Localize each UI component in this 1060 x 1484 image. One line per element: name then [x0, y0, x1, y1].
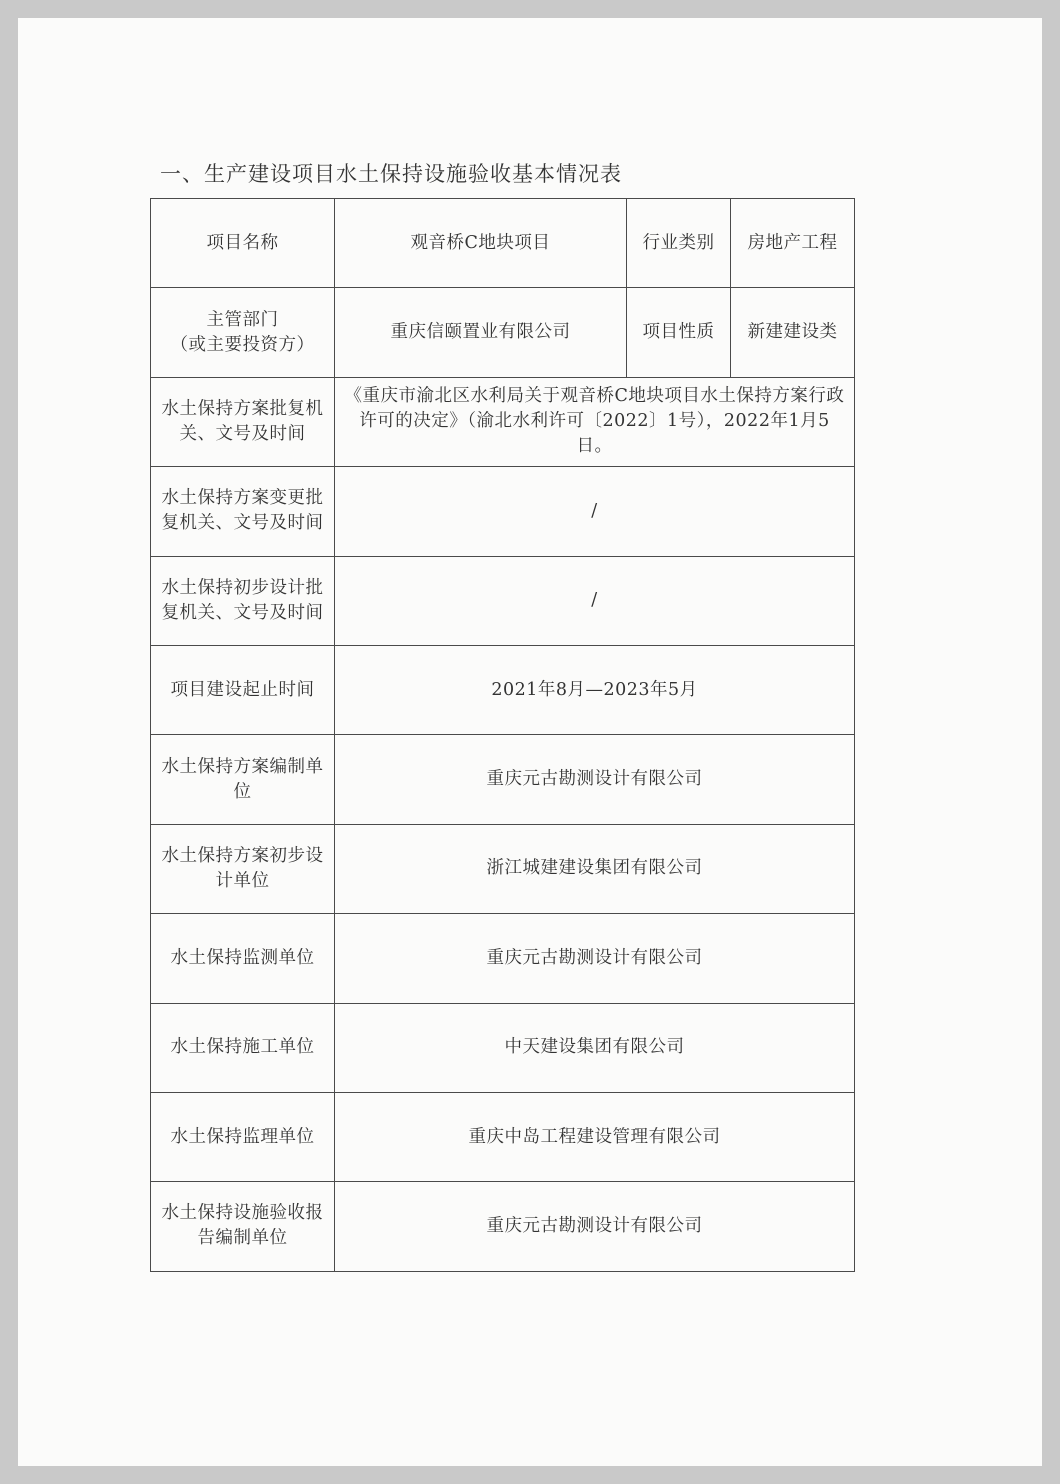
table-row [151, 914, 855, 1003]
prelim-design-label: 水土保持初步设计批复机关、文号及时间 [151, 556, 335, 645]
table-row [151, 1003, 855, 1092]
supervisor-value: 重庆中岛工程建设管理有限公司 [335, 1092, 855, 1181]
project-nature-label: 项目性质 [627, 288, 731, 377]
report-compiler-label: 水土保持设施验收报告编制单位 [151, 1182, 335, 1271]
table-row [151, 467, 855, 556]
plan-change-value: / [335, 467, 855, 556]
construction-period-value: 2021年8月—2023年5月 [335, 645, 855, 734]
builder-label: 水土保持施工单位 [151, 1003, 335, 1092]
table-row [151, 1182, 855, 1271]
supervisor-label: 水土保持监理单位 [151, 1092, 335, 1181]
table-row [151, 735, 855, 824]
section-heading: 一、生产建设项目水土保持设施验收基本情况表 [160, 162, 622, 186]
monitor-value: 重庆元古勘测设计有限公司 [335, 914, 855, 1003]
department-label [151, 288, 335, 377]
table-row [151, 288, 855, 377]
department-label-line2: （或主要投资方） [170, 334, 315, 355]
industry-label: 行业类别 [627, 199, 731, 288]
plan-approval-label: 水土保持方案批复机关、文号及时间 [151, 377, 335, 466]
department-value: 重庆信颐置业有限公司 [335, 288, 627, 377]
report-compiler-value: 重庆元古勘测设计有限公司 [335, 1182, 855, 1271]
table-row [151, 1092, 855, 1181]
department-label-line1: 主管部门 [206, 309, 279, 330]
project-nature-value: 新建建设类 [731, 288, 855, 377]
plan-approval-value: 《重庆市渝北区水利局关于观音桥C地块项目水土保持方案行政许可的决定》（渝北水利许可〔2022〕1号），2022年1月5日。 [335, 377, 855, 466]
plan-compiler-value: 重庆元古勘测设计有限公司 [335, 735, 855, 824]
prelim-designer-value: 浙江城建建设集团有限公司 [335, 824, 855, 913]
table-row [151, 199, 855, 288]
project-name-label: 项目名称 [151, 199, 335, 288]
builder-value: 中天建设集团有限公司 [335, 1003, 855, 1092]
table-row [151, 556, 855, 645]
prelim-design-value: / [335, 556, 855, 645]
prelim-designer-label: 水土保持方案初步设计单位 [151, 824, 335, 913]
plan-compiler-label: 水土保持方案编制单位 [151, 735, 335, 824]
construction-period-label: 项目建设起止时间 [151, 645, 335, 734]
table-row [151, 377, 855, 466]
industry-value: 房地产工程 [731, 199, 855, 288]
project-name-value: 观音桥C地块项目 [335, 199, 627, 288]
monitor-label: 水土保持监测单位 [151, 914, 335, 1003]
plan-change-label: 水土保持方案变更批复机关、文号及时间 [151, 467, 335, 556]
table-row [151, 824, 855, 913]
basic-info-table [150, 198, 855, 1272]
table-row [151, 645, 855, 734]
